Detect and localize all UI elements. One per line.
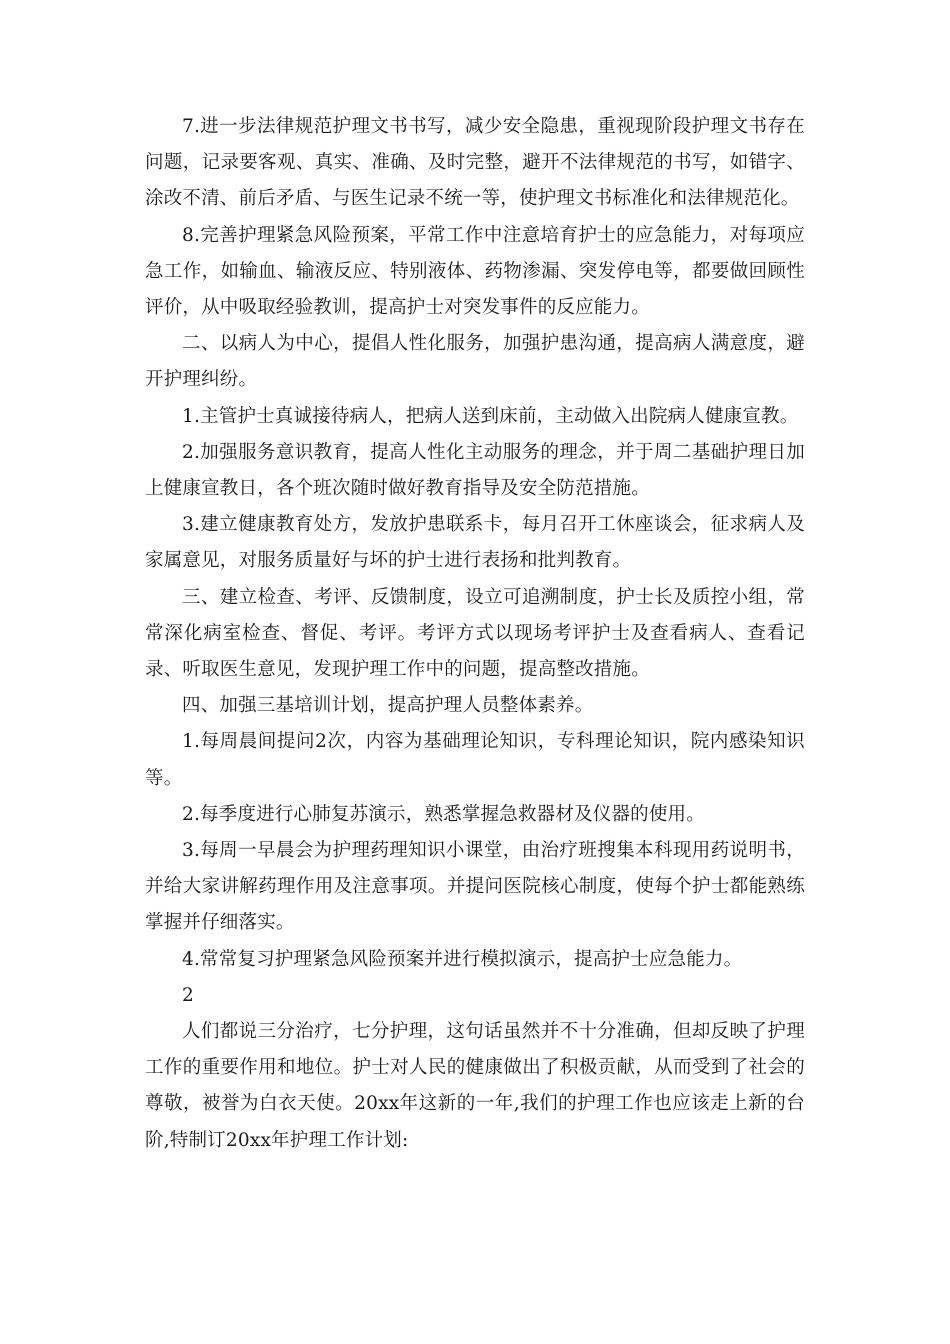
paragraph: 人们都说三分治疗，七分护理，这句话虽然并不十分准确，但却反映了护理工作的重要作用和地位。护士对人民的健康做出了积极贡献，从而受到了社会的尊敬，被誉为白衣天使。20xx年这新的一年,我们的护理工作也应该走上新的台阶,特制订20xx年护理工作计划: xyxy=(145,1021,805,1151)
section-number: 2 xyxy=(182,984,194,1006)
paragraph: 1.主管护士真诚接待病人，把病人送到床前，主动做入出院病人健康宣教。 xyxy=(182,405,799,427)
document-body xyxy=(145,109,805,1159)
paragraph: 3.建立健康教育处方，发放护患联系卡，每月召开工休座谈会，征求病人及家属意见，对服务质量好与坏的护士进行表扬和批判教育。 xyxy=(145,514,805,572)
paragraph: 2.每季度进行心肺复苏演示，熟悉掌握急救器材及仪器的使用。 xyxy=(182,803,705,825)
section-heading: 三、建立检查、考评、反馈制度，设立可追溯制度，护士长及质控小组，常常深化病室检查、督促、考评。考评方式以现场考评护士及查看病人、查看记录、听取医生意见，发现护理工作中的问题，提高整改措施。 xyxy=(145,586,805,681)
paragraph: 4.常常复习护理紧急风险预案并进行模拟演示，提高护士应急能力。 xyxy=(182,948,743,970)
paragraph: 2.加强服务意识教育，提高人性化主动服务的理念，并于周二基础护理日加上健康宣教日，各个班次随时做好教育指导及安全防范措施。 xyxy=(145,441,805,500)
paragraph: 8.完善护理紧急风险预案，平常工作中注意培育护士的应急能力，对每项应急工作，如输血、输液反应、特别液体、药物渗漏、突发停电等，都要做回顾性评价，从中吸取经验教训，提高护士对突发事件的反应能力。 xyxy=(145,224,805,319)
paragraph: 7.进一步法律规范护理文书书写，减少安全隐患，重视现阶段护理文书存在问题，记录要客观、真实、准确、及时完整，避开不法律规范的书写，如错字、涂改不清、前后矛盾、与医生记录不统一等，使护理文书标准化和法律规范化。 xyxy=(145,116,805,210)
paragraph: 3.每周一早晨会为护理药理知识小课堂，由治疗班搜集本科现用药说明书，并给大家讲解药理作用及注意事项。并提问医院核心制度，使每个护士都能熟练掌握并仔细落实。 xyxy=(145,840,805,934)
section-heading: 二、以病人为中心，提倡人性化服务，加强护患沟通，提高病人满意度，避开护理纠纷。 xyxy=(145,333,805,391)
section-heading: 四、加强三基培训计划，提高护理人员整体素养。 xyxy=(182,695,594,717)
paragraph: 1.每周晨间提问2次，内容为基础理论知识，专科理论知识，院内感染知识等。 xyxy=(145,731,805,789)
